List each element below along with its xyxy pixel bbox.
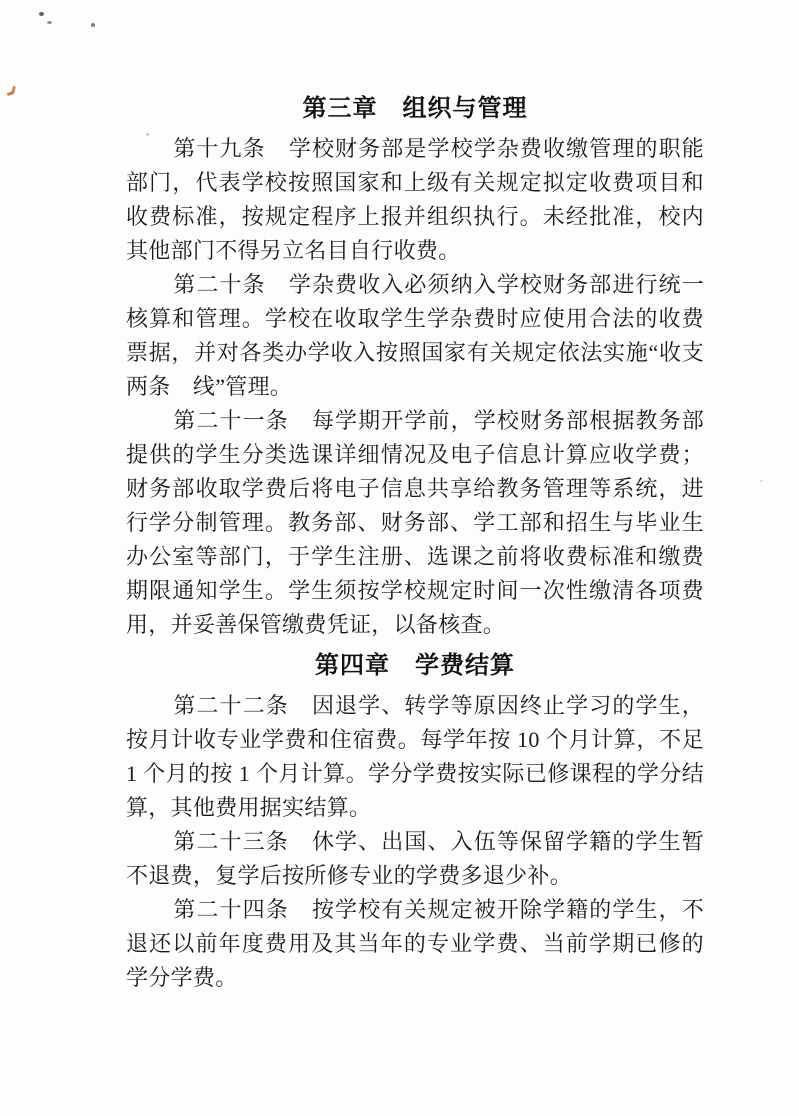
article-22: 第二十二条 因退学、转学等原因终止学习的学生，按月计收专业学费和住宿费。每学年按 10 个月计算，不足 1 个月的按 1 个月计算。学分学费按实际已修课程的学分结算，其他费用据实结算。 xyxy=(126,693,704,820)
article-21: 第二十一条 每学期开学前，学校财务部根据教务部提供的学生分类选课详细情况及电子信息计算应收学费；财务部收取学费后将电子信息共享给教务管理等系统，进行学分制管理。教务部、财务部、学工部和招生与毕业生办公室等部门，于学生注册、选课之前将收费标准和缴费期限通知学生。学生须按学校规定时间一次性缴清各项费用，并妥善保管缴费凭证，以备核查。 xyxy=(126,408,704,637)
pen-mark xyxy=(7,85,19,97)
scan-speck xyxy=(91,23,95,27)
article-23: 第二十三条 休学、出国、入伍等保留学籍的学生暂不退费，复学后按所修专业的学费多退少补。 xyxy=(126,829,704,888)
document-content xyxy=(126,92,704,995)
chapter-4-heading: 第四章 学费结算 xyxy=(315,652,515,679)
article-19: 第十九条 学校财务部是学校学杂费收缴管理的职能部门，代表学校按照国家和上级有关规定拟定收费项目和收费标准，按规定程序上报并组织执行。未经批准，校内其他部门不得另立名目自行收费。 xyxy=(126,136,704,263)
article-20: 第二十条 学杂费收入必须纳入学校财务部进行统一核算和管理。学校在收取学生学杂费时应使用合法的收费票据，并对各类办学收入按照国家有关规定依法实施“收支两条 线”管理。 xyxy=(126,272,704,399)
article-24: 第二十四条 按学校有关规定被开除学籍的学生，不退还以前年度费用及其当年的专业学费、当前学期已修的学分学费。 xyxy=(126,897,704,990)
scan-speck xyxy=(760,480,763,482)
scan-speck xyxy=(47,21,52,24)
chapter-3-heading: 第三章 组织与管理 xyxy=(302,95,528,122)
scan-speck xyxy=(39,12,44,16)
